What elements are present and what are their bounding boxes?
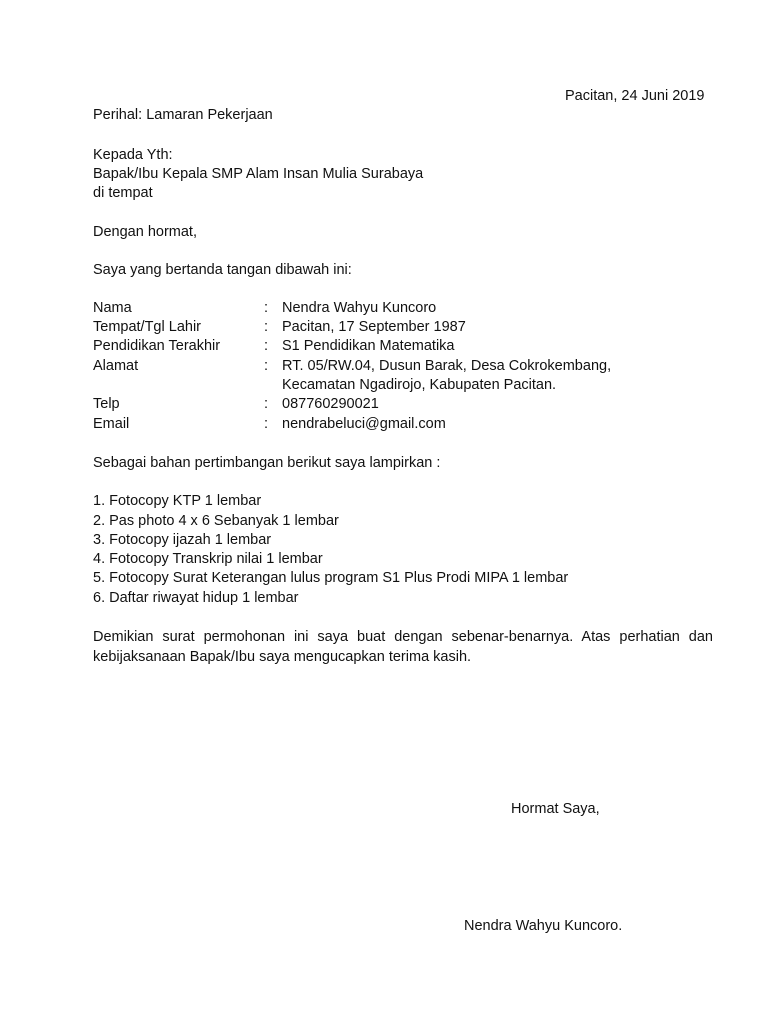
list-item: 5. Fotocopy Surat Keterangan lulus program S1 Plus Prodi MIPA 1 lembar [93,570,569,586]
place-date: Pacitan, 24 Juni 2019 [565,88,705,104]
field-colon: : [264,396,269,412]
field-row-telp [93,395,733,414]
list-item: 2. Pas photo 4 x 6 Sebanyak 1 lembar [93,513,339,529]
field-value-continued: Kecamatan Ngadirojo, Kabupaten Pacitan. [282,377,557,393]
field-value: nendrabeluci@gmail.com [282,416,446,432]
field-colon: : [264,338,269,354]
recipient-name: Bapak/Ibu Kepala SMP Alam Insan Mulia Surabaya [93,166,424,182]
field-label: Tempat/Tgl Lahir [93,319,201,335]
list-item: 1. Fotocopy KTP 1 lembar [93,493,262,509]
field-value: 087760290021 [282,396,379,412]
signatory-name: Nendra Wahyu Kuncoro. [464,918,623,934]
field-value: Pacitan, 17 September 1987 [282,319,466,335]
field-label: Telp [93,396,120,412]
field-row-pendidikan [93,337,733,356]
field-label: Email [93,416,130,432]
field-value: S1 Pendidikan Matematika [282,338,455,354]
recipient-salutation: Kepada Yth: [93,147,173,163]
field-row-nama [93,299,733,318]
list-item: 6. Daftar riwayat hidup 1 lembar [93,590,299,606]
field-colon: : [264,358,269,374]
sign-off: Hormat Saya, [511,801,600,817]
field-row-alamat [93,357,733,376]
greeting: Dengan hormat, [93,224,197,240]
field-label: Pendidikan Terakhir [93,338,221,354]
intro-line: Saya yang bertanda tangan dibawah ini: [93,262,352,278]
list-item: 3. Fotocopy ijazah 1 lembar [93,532,272,548]
field-row-email [93,415,733,434]
field-row-alamat-cont [93,376,733,395]
field-colon: : [264,300,269,316]
field-value: RT. 05/RW.04, Dusun Barak, Desa Cokrokembang, [282,358,612,374]
closing-paragraph: Demikian surat permohonan ini saya buat dengan sebenar-benarnya. Atas perhatian dan kebijaksanaan Bapak/Ibu saya mengucapkan terima kasih. [93,629,713,665]
list-item: 4. Fotocopy Transkrip nilai 1 lembar [93,551,323,567]
field-colon: : [264,416,269,432]
attachments-intro: Sebagai bahan pertimbangan berikut saya lampirkan : [93,455,441,471]
field-value: Nendra Wahyu Kuncoro [282,300,437,316]
field-row-ttl [93,318,733,337]
field-colon: : [264,319,269,335]
field-label: Nama [93,300,132,316]
field-label: Alamat [93,358,139,374]
subject-line: Perihal: Lamaran Pekerjaan [93,107,273,123]
recipient-location: di tempat [93,185,153,201]
